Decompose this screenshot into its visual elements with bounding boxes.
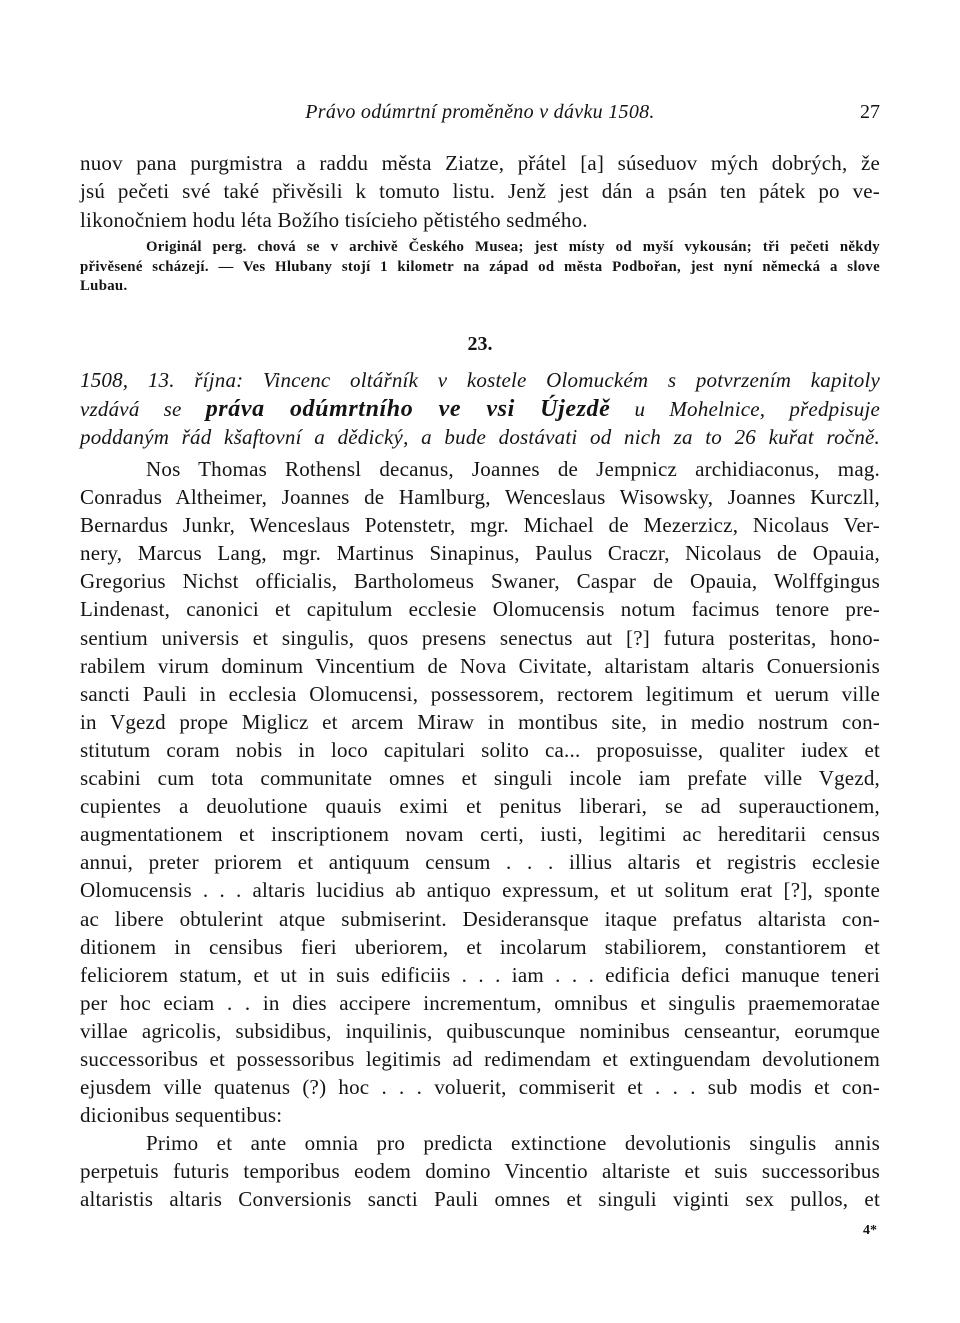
note-line: Lubau. bbox=[80, 278, 128, 294]
source-note bbox=[80, 238, 880, 297]
regest-summary bbox=[80, 366, 880, 452]
text-line: ac libere obtulerint atque submiserint. Desideransque itaque prefatus altarista con- bbox=[80, 906, 880, 931]
text-line: annui, preter priorem et antiquum censum . . . illius altaris et registris ecclesie bbox=[80, 850, 880, 875]
text-line: villae agricolis, subsidibus, inquilinis, quibuscunque nominibus censeantur, eorumque bbox=[80, 1018, 880, 1043]
text-line: rabilem virum dominum Vincentium de Nova Civitate, altaristam altaris Conuersionis bbox=[80, 653, 880, 678]
text-line: stitutum coram nobis in loco capitulari solito ca... proposuisse, qualiter iudex et bbox=[80, 737, 880, 762]
text-line: scabini cum tota communitate omnes et singuli incole iam prefate ville Vgezd, bbox=[80, 766, 880, 791]
text-line: nery, Marcus Lang, mgr. Martinus Sinapinus, Paulus Craczr, Nicolaus de Opauia, bbox=[80, 541, 880, 566]
note-line: přivěsené scházejí. — Ves Hlubany stojí 1 kilometr na západ od města Podbořan, jest nyní německá a slove bbox=[80, 258, 880, 275]
text-line: Nos Thomas Rothensl decanus, Joannes de Jempnicz archidiaconus, mag. bbox=[146, 457, 880, 481]
text-line: perpetuis futuris temporibus eodem domino Vincentio altariste et suis successoribus bbox=[80, 1159, 880, 1184]
text-line: Gregorius Nichst officialis, Bartholomeus Swaner, Caspar de Opauia, Wolffgingus bbox=[80, 569, 880, 594]
text-line: sancti Pauli in ecclesia Olomucensi, possessorem, rectorem legitimum et uerum ville bbox=[80, 681, 880, 706]
text-line: in Vgezd prope Miglicz et arcem Miraw in montibus site, in medio nostrum con- bbox=[80, 709, 880, 734]
text-line: ejusdem ville quatenus (?) hoc . . . voluerit, commiserit et . . . sub modis et con- bbox=[80, 1075, 880, 1100]
text-line: Lindenast, canonici et capitulum ecclesie Olomucensis notum facimus tenore pre- bbox=[80, 597, 880, 622]
text-line: jsú pečeti své také přivěsili k tomuto listu. Jenž jest dán a psán ten pátek po ve- bbox=[80, 179, 880, 204]
page-header bbox=[80, 101, 880, 131]
text-line: per hoc eciam . . in dies accipere incrementum, omnibus et singulis praememoratae bbox=[80, 990, 880, 1015]
latin-charter-text bbox=[80, 455, 880, 1214]
text-line: augmentationem et inscriptionem novam certi, iusti, legitimi ac hereditarii census bbox=[80, 822, 880, 847]
running-title: Právo odúmrtní proměněno v dávku 1508. bbox=[305, 101, 655, 123]
text-line: ditionem in censibus fieri uberiorem, et incolarum stabiliorem, constantiorem et bbox=[80, 934, 880, 959]
text-line: sentium universis et singulis, quos presens senectus aut [?] futura posteritas, hono- bbox=[80, 625, 880, 650]
text-line: likonočniem hodu léta Božího tisícieho pětistého sedmého. bbox=[80, 207, 588, 232]
note-line: Originál perg. chová se v archivě Českého Musea; jest místy od myší vykousán; tři pečeti někdy bbox=[146, 239, 880, 255]
signature-mark: 4* bbox=[863, 1223, 877, 1238]
text-line: cupientes a deuolutione quauis eximi et penitus liberari, se ad superauctionem, bbox=[80, 794, 880, 819]
text-line: Bernardus Junkr, Wenceslaus Potenstetr, mgr. Michael de Mezerzicz, Nicolaus Ver- bbox=[80, 513, 880, 538]
page-number: 27 bbox=[860, 101, 880, 123]
regest-text: vzdává se bbox=[80, 396, 182, 421]
text-line: Conradus Altheimer, Joannes de Hamlburg, Wenceslaus Wisowsky, Joannes Kurczll, bbox=[80, 485, 880, 510]
document-number: 23. bbox=[467, 333, 493, 355]
regest-line bbox=[80, 395, 880, 424]
text-line: Primo et ante omnia pro predicta extinctione devolutionis singulis annis bbox=[146, 1131, 880, 1156]
text-line: dicionibus sequentibus: bbox=[80, 1103, 283, 1128]
text-line: Olomucensis . . . altaris lucidius ab antiquo expressum, et ut solitum erat [?], sponte bbox=[80, 878, 880, 903]
intro-paragraph bbox=[80, 149, 880, 234]
regest-line: poddaným řád kšaftovní a dědický, a bude dostávati od nich za to 26 kuřat ročně. bbox=[80, 425, 880, 449]
regest-text: u Mohelnice, předpisuje bbox=[634, 396, 881, 421]
text-line: altaristis altaris Conversionis sancti Pauli omnes et singuli viginti sex pullos, et bbox=[80, 1187, 880, 1212]
text-line: successoribus et possessoribus legitimis ad redimendam et extinguendam devolutionem bbox=[80, 1046, 880, 1071]
regest-emphasis: práva odúmrtního ve vsi Újezdě bbox=[205, 395, 611, 422]
text-line: nuov pana purgmistra a raddu města Ziatze, přátel [a] súseduov mých dobrých, že bbox=[80, 151, 880, 175]
regest-line: 1508, 13. října: Vincenc oltářník v kostele Olomuckém s potvrzením kapitoly bbox=[80, 368, 880, 392]
text-line: feliciorem statum, et ut in suis edificiis . . . iam . . . edificia defici manuque teneri bbox=[80, 962, 880, 987]
